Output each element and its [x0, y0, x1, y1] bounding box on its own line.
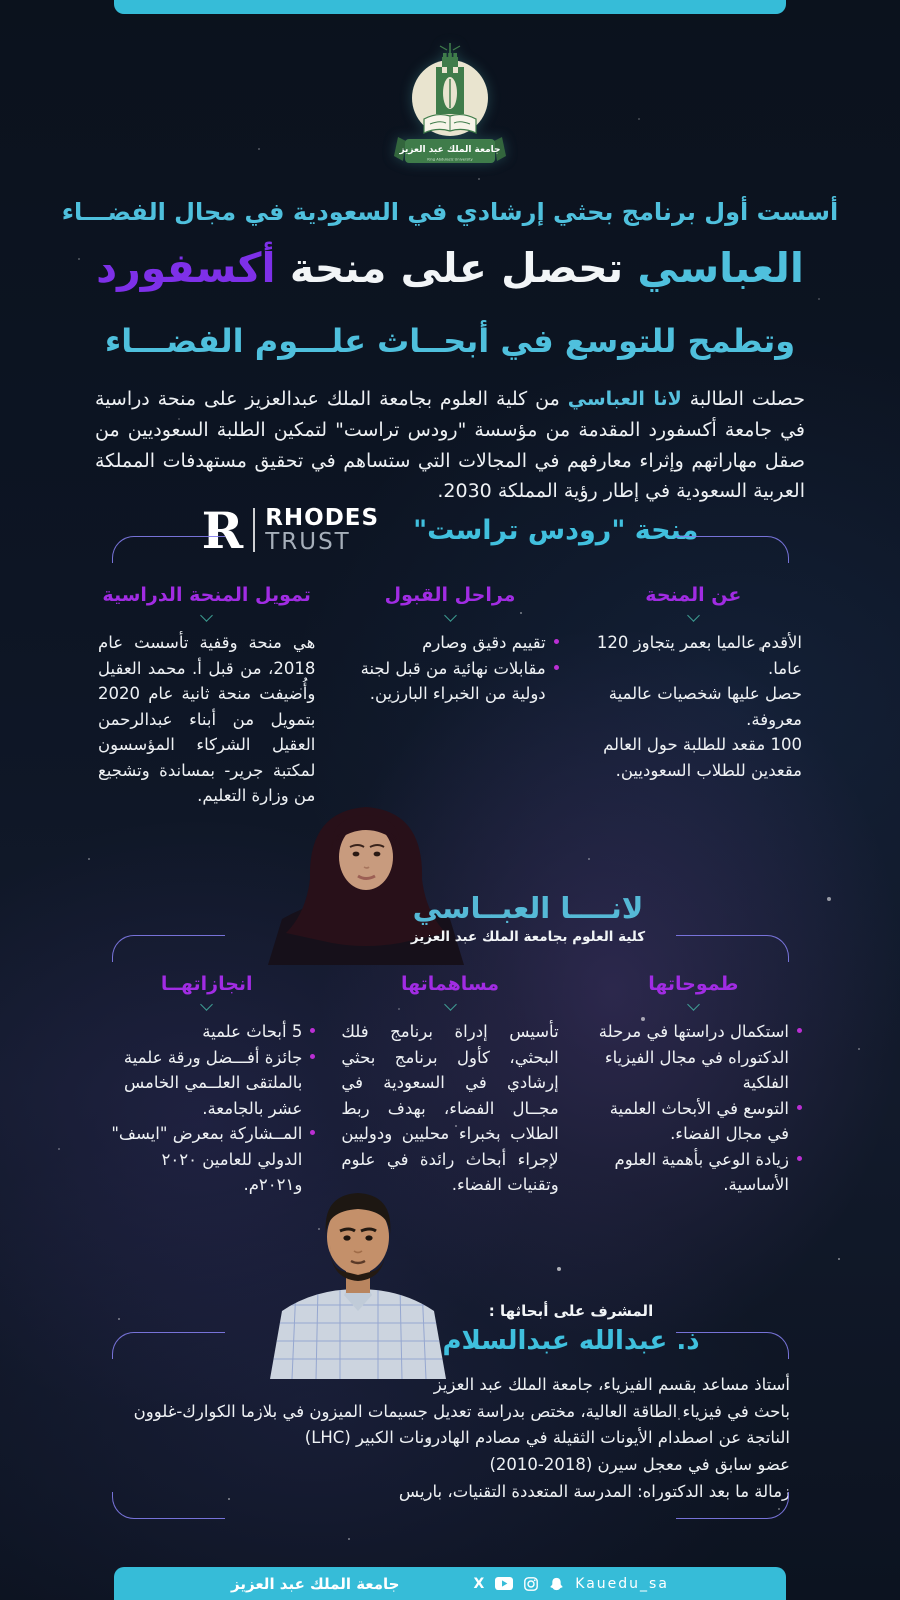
top-accent-bar	[114, 0, 786, 14]
headline-bottom-line: وتطمح للتوسع في أبحــاث علـــوم الفضـــاء	[104, 322, 796, 360]
column-admission-stages: مراحل القبول تقييم دقيق وصارم مقابلات نهائية من قبل لجنة دولية من الخبراء البارزين.	[341, 584, 558, 809]
lana-name-block	[398, 893, 658, 945]
footer-social-row	[474, 1576, 669, 1592]
column-contributions: مساهماتها تأسيس إدراة برنامج فلك البحثي، كأول برنامج بحثي إرشادي في السعودية في مجــال الفضاء، بهدف ربط الطلاب بخبراء محليين ودوليين لإجراء أبحاث رائدة في علوم وتقنيات الفضاء.	[341, 973, 559, 1195]
chevron-down-icon	[200, 609, 213, 622]
rhodes-columns	[98, 584, 802, 809]
snapchat-icon[interactable]	[549, 1577, 564, 1591]
bullet-dot	[310, 1130, 315, 1135]
bullet-dot	[554, 665, 559, 670]
supervisor-name: ذ. عبدالله عبدالسلام	[442, 1326, 700, 1356]
instagram-icon[interactable]	[524, 1577, 538, 1591]
intro-paragraph	[95, 384, 805, 507]
footer-university-name: جامعة الملك عبد العزيز	[231, 1574, 400, 1593]
supervisor-portrait-photo	[256, 1183, 460, 1379]
section-corner-decoration	[112, 1332, 225, 1359]
headline-top-line: أسست أول برنامج بحثي إرشادي في السعودية في مجال الفضـــاء	[61, 198, 839, 226]
lana-subtitle: كلية العلوم بجامعة الملك عبد العزيز	[410, 928, 646, 945]
bullet-dot	[797, 1028, 802, 1033]
column-ambitions: طموحاتها استكمال دراستها في مرحلة الدكتوراه في مجال الفيزياء الفلكية التوسع في الأبحاث العلمية في مجال الفضاء. زيادة الوعي بأهمية العلوم الأساسية.	[585, 973, 802, 1198]
bullet-dot	[310, 1028, 315, 1033]
chevron-down-icon	[200, 998, 213, 1011]
youtube-icon[interactable]	[495, 1577, 513, 1590]
chevron-down-icon	[687, 998, 700, 1011]
intro-student-name: لانا العباسي	[567, 388, 682, 410]
bullet-dot	[310, 1054, 315, 1059]
bullet-dot	[554, 639, 559, 644]
rhodes-section-header	[0, 500, 900, 560]
footer-bar	[114, 1567, 786, 1600]
footer-social-handle[interactable]: Kauedu_sa	[575, 1575, 669, 1592]
rhodes-trust-logo	[201, 500, 380, 560]
supervisor-block	[440, 1302, 702, 1356]
rhodes-section-title: منحة "رودس تراست"	[413, 514, 699, 546]
supervisor-bio: أستاذ مساعد بقسم الفيزياء، جامعة الملك عبد العزيز باحث في فيزياء الطاقة العالية، مختص بدراسة تعديل جسيمات الميزون في بلازما الكوارك-غلوون الناتجة عن اصطدام الأيونات الثقيلة في مصادم الهادرونات الكبير (LHC) عضو سابق في معجل سيرن (2018-2010) زمالة ما بعد الدكتوراه: المدرسة المتعددة التقنيات، باريس	[133, 1375, 790, 1501]
lana-name: لانــــا العبــاسي	[412, 891, 644, 925]
bullet-dot	[797, 1156, 802, 1161]
chevron-down-icon	[687, 609, 700, 622]
rhodes-r-mark: R	[201, 500, 244, 560]
chevron-down-icon	[444, 609, 457, 622]
intro-after-name: من كلية العلوم بجامعة الملك عبدالعزيز على منحة دراسية في جامعة أكسفورد المقدمة من مؤسسة "رودس تراست" لتمكين الطلبة السعوديين من صقل مهاراتهم وإثراء معارفهم في المجالات التي ستساهم في تحقيق مستهدفات المملكة العربية السعودية في إطار رؤية المملكة 2030.	[95, 388, 805, 503]
logo-banner-subtext: King Abdulaziz University	[427, 157, 473, 162]
chevron-down-icon	[444, 998, 457, 1011]
headline-main-line	[0, 244, 900, 292]
supervisor-label: المشرف على أبحاثها :	[488, 1302, 654, 1320]
column-scholarship-funding: تمويل المنحة الدراسية هي منحة وقفية تأسست عام 2018، من قبل أ. محمد العقيل وأُضيفت منحة ثانية عام 2020 بتمويل من أبناء عبدالرحمن العقيل الشركاء المؤسسون لمكتبة جرير- بمساندة وتشجيع من وزارة التعليم.	[98, 584, 316, 806]
headline-middle-text: تحصل على منحة	[289, 244, 624, 292]
headline-oxford-highlight: أكسفورد	[96, 244, 276, 292]
headline-surname: العباسي	[637, 244, 804, 292]
section-corner-decoration	[676, 935, 789, 962]
intro-before-name: حصلت الطالبة	[689, 388, 805, 410]
kau-university-logo	[390, 42, 510, 174]
lana-columns	[98, 973, 802, 1198]
column-achievements: انجازاتهــا 5 أبحاث علمية جائزة أفـــضل ورقة علمية بالملتقى العلــمي الخامس عشر بالجامعة. المــشاركة بمعرض "ايسف" الدولي للعامين ٢٠٢٠ و٢٠٢١م.	[98, 973, 315, 1198]
rhodes-logo-divider	[253, 508, 255, 552]
section-corner-decoration	[112, 935, 225, 962]
column-about-grant: عن المنحة الأقدم عالميا بعمر يتجاوز 120 عاما. حصل عليها شخصيات عالمية معروفة. 100 مقعد للطلبة حول العالم مقعدين للطلاب السعوديين.	[596, 584, 802, 780]
bullet-dot	[797, 1105, 802, 1110]
x-icon[interactable]: X	[473, 1575, 485, 1592]
rhodes-wordmark: RHODES TRUST	[265, 505, 380, 556]
logo-banner-text: جامعة الملك عبد العزيز	[399, 145, 501, 155]
